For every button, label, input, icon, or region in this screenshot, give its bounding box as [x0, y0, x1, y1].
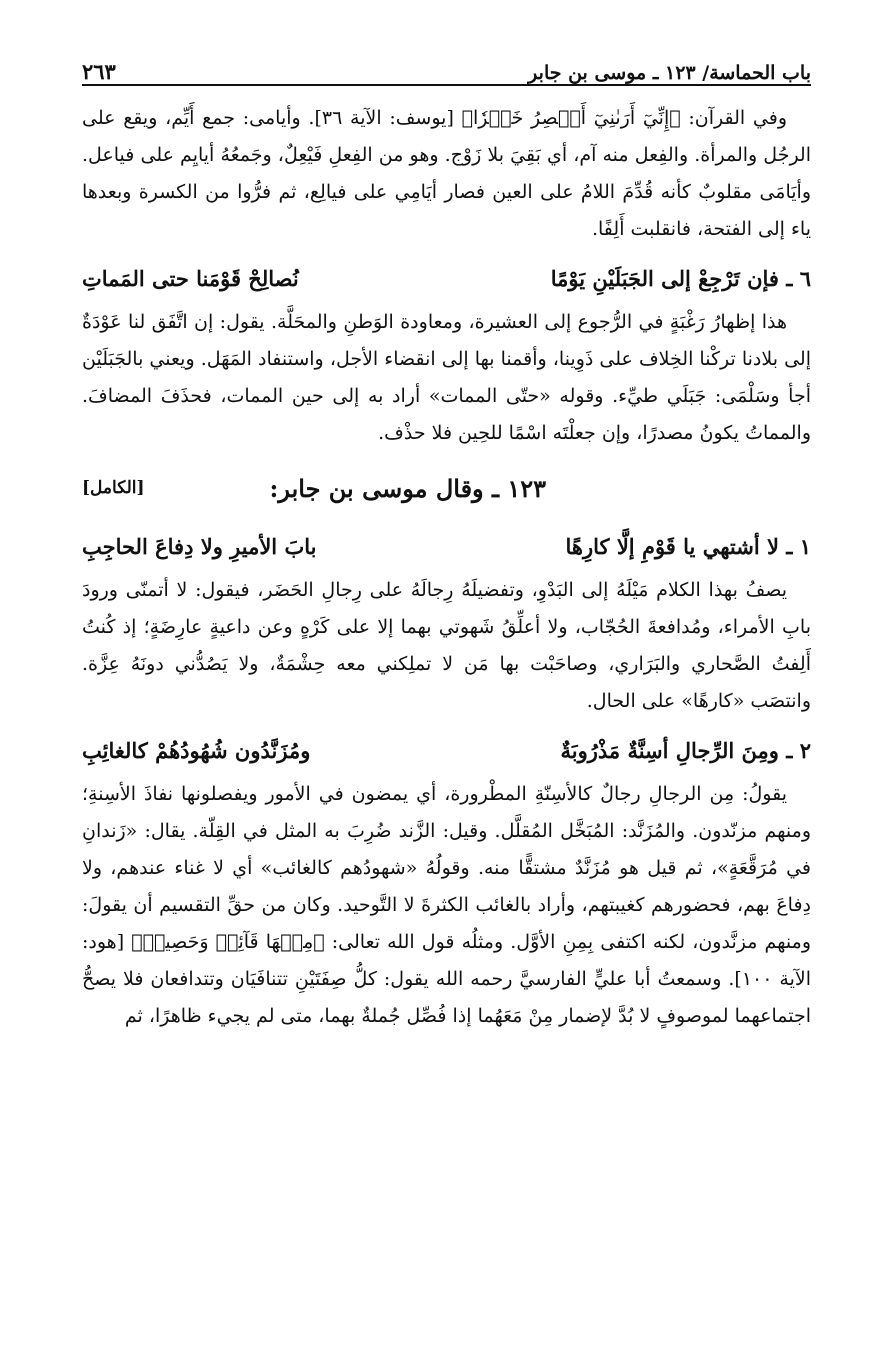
commentary-paragraph: يصفُ بهذا الكلام مَيْلَهُ إلى البَدْوِ، وتفضيلَهُ رِجالَهُ على رِجالِ الحَضَر، فيقول: لا أتمنّى ورودَ بابِ الأمراء، ومُدافعةَ الحُجّاب، ولا أعلِّقُ شَهوتي بهما إلا على كَرْهٍ وعن داعيةٍ عارِضَةٍ؛ إذ كُنتُ أَلِفتُ الصَّحاري والبَرَاري، وصاحَبْت بها مَن لا تملِكني معه حِشْمَةٌ، ولا يَصُدُّني دونَهُ عِزَّة. وانتصَب «كارهًا» على الحال. — [82, 579, 811, 712]
commentary-paragraph: وفي القرآن: ﴿إِنِّيٓ أَرَىٰنِيٓ أَعۡصِرُ خَمۡرٗا﴾ [يوسف: الآية ٣٦]. وأيامى: جمع أَيِّم، ويقع على الرجُل والمرأة. والفِعل منه آم، أي بَقِيَ بلا زَوْج. وهو من الفِعلِ فَيْعِلٌ، وجَمعُهُ أيايِم على فياعل. وأيَامَى مقلوبٌ كأنه قُدِّمَ اللامُ على العين فصار أيَامِي على فيالِع، ثم فرُّوا من الكسرة وبعدها ياء إلى الفتحة، فانقلبت أَلِفًا. — [82, 107, 811, 240]
verse-hemistich-first: ١ ـ لا أشتهي يا قَوْمِ إلَّا كارِهًا — [565, 534, 811, 559]
verse-line — [82, 726, 811, 776]
poem-meter: [الكامل] — [82, 478, 145, 498]
commentary-paragraph: يقولُ: مِن الرجالِ رجالٌ كالأسِنّةِ المطْرورة، أي يمضون في الأمور ويفصلونها نفاذَ الأسِنةِ؛ ومنهم مزنّدون. والمُزَنَّد: المُبَخَّل المُقلَّل. وقيل: الزَّند ضُرِبَ به المثل في القِلّة. يقال: «زَندانِ في مُرَقَّعَةٍ»، ثم قيل هو مُزَنَّدٌ مشتقًّا منه. وقولُهُ «شهودُهم كالغائب» أي لا غناء عندهم، ولا دِفاعَ بهم، فحضورهم كغيبتهم، وأراد بالغائب الكثرةَ لا التَّوحيد. وكان من حقِّ التقسيم أن يقولَ: ومنهم مزنَّدون، لكنه اكتفى بِمِنِ الأوَّل. ومثلُه قول الله تعالى: ﴿مِنۡهَا قَآئِمٞ وَحَصِيدٞ﴾ [هود: الآية ١٠٠]. وسمعتُ أبا عليٍّ الفارسيَّ رحمه الله يقول: كلُّ صِفَتَيْنِ تتنافَيَان وتتدافعان فلا يصحُّ اجتماعهما لموصوفٍ لا بُدَّ لإضمار مِنْ مَعَهُما إذا فُصِّل جُملةٌ بهما، متى لم يجيء ظاهرًا، ثم — [82, 783, 811, 1027]
verse-hemistich-second: نُصالِحْ قَوْمَنا حتى المَماتِ — [82, 266, 299, 291]
verse-line — [82, 522, 811, 572]
chapter-title: باب الحماسة/ ١٢٣ ـ موسى بن جابر — [528, 62, 811, 84]
verse-hemistich-second: ومُزَنَّدُون شُهُودُهُمْ كالغائِبِ — [82, 738, 311, 763]
running-header — [82, 40, 811, 86]
verse-line — [82, 254, 811, 304]
verse-hemistich-second: بابَ الأميرِ ولا دِفاعَ الحاجِبِ — [82, 534, 317, 559]
page-number: ٢٦٣ — [82, 59, 116, 84]
verse-hemistich-first: ٦ ـ فإن تَرْجِعْ إلى الجَبَلَيْنِ يَوْمًا — [550, 266, 811, 291]
poem-section-heading — [82, 460, 811, 516]
poem-title: ١٢٣ ـ وقال موسى بن جابر: — [269, 473, 547, 503]
commentary-paragraph: هذا إظهارُ رَغْبَةٍ في الرُّجوع إلى العشيرة، ومعاودة الوَطنِ والمحَلَّة. يقول: إن اتَّفَق لنا عَوْدَةٌ إلى بلادنا تركْنا الخِلاف على ذَوِينا، وأقمنا بها إلى انقضاء الأجل، واستنفاد المَهَل. ويعني بالجَبَلَيْن أجأ وسَلْمَى: جَبَلَي طيِّء. وقوله «حتّى الممات» أراد به إلى حين الممات، فحذَفَ المضافَ. والمماتُ يكونُ مصدرًا، وإن جعلْتَه اسْمًا للحِين فلا حذْف. — [82, 311, 811, 444]
verse-hemistich-first: ٢ ـ ومِنَ الرِّجالِ أسِنَّةٌ مَذْرُوبَةٌ — [560, 738, 811, 763]
